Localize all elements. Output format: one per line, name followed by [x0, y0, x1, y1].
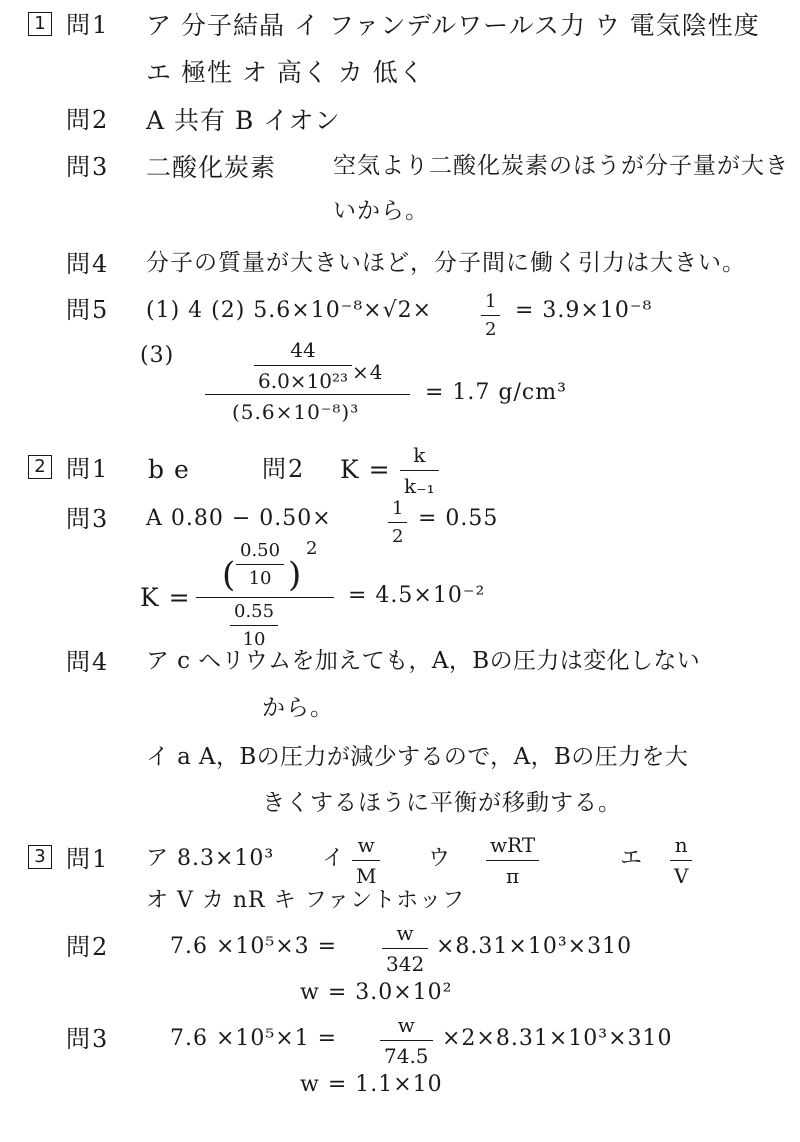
s2-k-num-inner-num: 0.50 — [240, 540, 281, 561]
section-2-number: 2 — [28, 455, 52, 479]
s2-q4-label: 問4 — [66, 648, 110, 676]
s2-q1-label: 問1 — [66, 455, 110, 483]
s3-q1-d-num: n — [674, 833, 688, 857]
s3-q1-d-den: V — [670, 860, 692, 888]
s3-q3-den: 74.5 — [380, 1040, 433, 1068]
s2-q2-num: k — [413, 443, 426, 467]
s1-q5-result: = 1.7 g/cm³ — [425, 380, 567, 405]
s1-q5-half-den: 2 — [481, 315, 500, 340]
s2-k-num-inner-fraction — [236, 540, 284, 589]
section-1-number: 1 — [28, 12, 52, 36]
s3-q1-b-num: w — [357, 833, 375, 857]
s3-q3-num: w — [397, 1013, 415, 1037]
s3-q3-fraction — [380, 1013, 433, 1068]
s1-q5-top-mult: ×4 — [352, 360, 384, 384]
s1-q3-label: 問3 — [66, 153, 110, 181]
s2-k-num-close-paren: ) — [288, 555, 303, 595]
s3-q1-line2: オ V カ nR キ ファントホッフ — [146, 888, 466, 913]
s2-q3-half-den: 2 — [388, 522, 407, 547]
s2-q2-den: k₋₁ — [400, 470, 439, 498]
s1-q5-top-num: 44 — [290, 338, 316, 362]
s2-q3-result: = 0.55 — [418, 506, 499, 531]
s2-q2-k: K = — [340, 455, 391, 484]
s3-q1-b-den: M — [352, 860, 380, 888]
s1-q5-part3-label: (3) — [140, 343, 175, 368]
s2-q4b-line2: きくするほうに平衡が移動する。 — [262, 790, 622, 816]
s1-q5-main-fraction-bar — [205, 394, 410, 395]
s3-q1-a: ア 8.3×10³ — [146, 846, 275, 871]
s1-q5-part1: (1) 4 (2) 5.6×10⁻⁸×√2× — [146, 298, 433, 323]
s1-q1-line2: エ 極性 オ 高く カ 低く — [146, 58, 425, 87]
s1-q5-label: 問5 — [66, 296, 110, 324]
s1-q2-label: 問2 — [66, 106, 110, 134]
s2-k-label: K = — [140, 583, 191, 612]
s2-q4a-line1: ア c ヘリウムを加えても，A，Bの圧力は変化しない — [146, 648, 701, 674]
s3-q2-result: w = 3.0×10² — [300, 980, 453, 1005]
s2-q2-fraction — [400, 443, 439, 498]
s3-q1-c-fraction — [486, 833, 539, 888]
s1-q1-line1: ア 分子結晶 イ ファンデルワールス力 ウ 電気陰性度 — [146, 11, 760, 40]
s3-q1-c: ウ — [428, 846, 452, 871]
section-3-number: 3 — [28, 845, 52, 869]
s3-q2-num: w — [396, 921, 414, 945]
s1-q5-part1-result: = 3.9×10⁻⁸ — [515, 298, 653, 323]
s2-q3-half-num: 1 — [392, 498, 404, 519]
s2-k-den-fraction — [230, 601, 278, 650]
s2-k-num-open-paren: ( — [222, 555, 237, 595]
s2-q4b-line1: イ a A，Bの圧力が減少するので，A，Bの圧力を大 — [146, 744, 689, 770]
s2-q4a-line2: から。 — [262, 695, 334, 721]
s1-q5-half-num: 1 — [485, 291, 497, 312]
s3-q2-rhs: ×8.31×10³×310 — [436, 934, 633, 959]
s3-q1-label: 問1 — [66, 845, 110, 873]
s1-q5-top-fraction — [254, 338, 352, 393]
s1-q5-half-fraction — [481, 291, 500, 340]
s3-q3-rhs: ×2×8.31×10³×310 — [442, 1026, 673, 1051]
s1-q4-text: 分子の質量が大きいほど，分子間に働く引力は大きい。 — [146, 250, 746, 276]
s2-q3-line: A 0.80 − 0.50× — [146, 506, 332, 531]
s3-q1-d-fraction — [670, 833, 692, 888]
s3-q2-fraction — [382, 921, 428, 976]
s2-q3-label: 問3 — [66, 505, 110, 533]
s1-q5-top-den: 6.0×10²³ — [254, 365, 352, 393]
s2-k-den-den: 10 — [230, 625, 278, 650]
s2-k-den-num: 0.55 — [234, 601, 275, 622]
s3-q2-den: 342 — [382, 948, 428, 976]
s3-q3-label: 問3 — [66, 1025, 110, 1053]
s3-q2-lhs: 7.6 ×10⁵×3 = — [170, 934, 338, 959]
s3-q1-c-den: π — [486, 860, 539, 888]
s1-q4-label: 問4 — [66, 250, 110, 278]
s2-k-result: = 4.5×10⁻² — [348, 583, 486, 608]
s1-q2-text: A 共有 B イオン — [146, 106, 341, 135]
s3-q3-lhs: 7.6 ×10⁵×1 = — [170, 1026, 338, 1051]
s3-q1-b-fraction — [352, 833, 380, 888]
s1-q3-answer: 二酸化炭素 — [146, 153, 277, 182]
s3-q1-b: イ — [322, 846, 346, 871]
s1-q1-label: 問1 — [66, 11, 110, 39]
s1-q3-reason-line1: 空気より二酸化炭素のほうが分子量が大き — [333, 153, 789, 179]
s3-q3-result: w = 1.1×10 — [300, 1072, 443, 1097]
s3-q2-label: 問2 — [66, 933, 110, 961]
s2-q1-text: b e — [148, 455, 190, 484]
s2-k-fraction-bar — [196, 597, 334, 598]
s2-k-num-inner-den: 10 — [236, 564, 284, 589]
s1-q3-reason-line2: いから。 — [333, 198, 429, 224]
s3-q1-c-num: wRT — [490, 833, 536, 857]
s2-k-num-square: 2 — [306, 538, 319, 559]
s2-q3-half-fraction — [388, 498, 407, 547]
s1-q5-bottom: (5.6×10⁻⁸)³ — [232, 400, 360, 424]
s3-q1-d: エ — [620, 846, 644, 871]
s2-q2-label: 問2 — [262, 455, 306, 483]
